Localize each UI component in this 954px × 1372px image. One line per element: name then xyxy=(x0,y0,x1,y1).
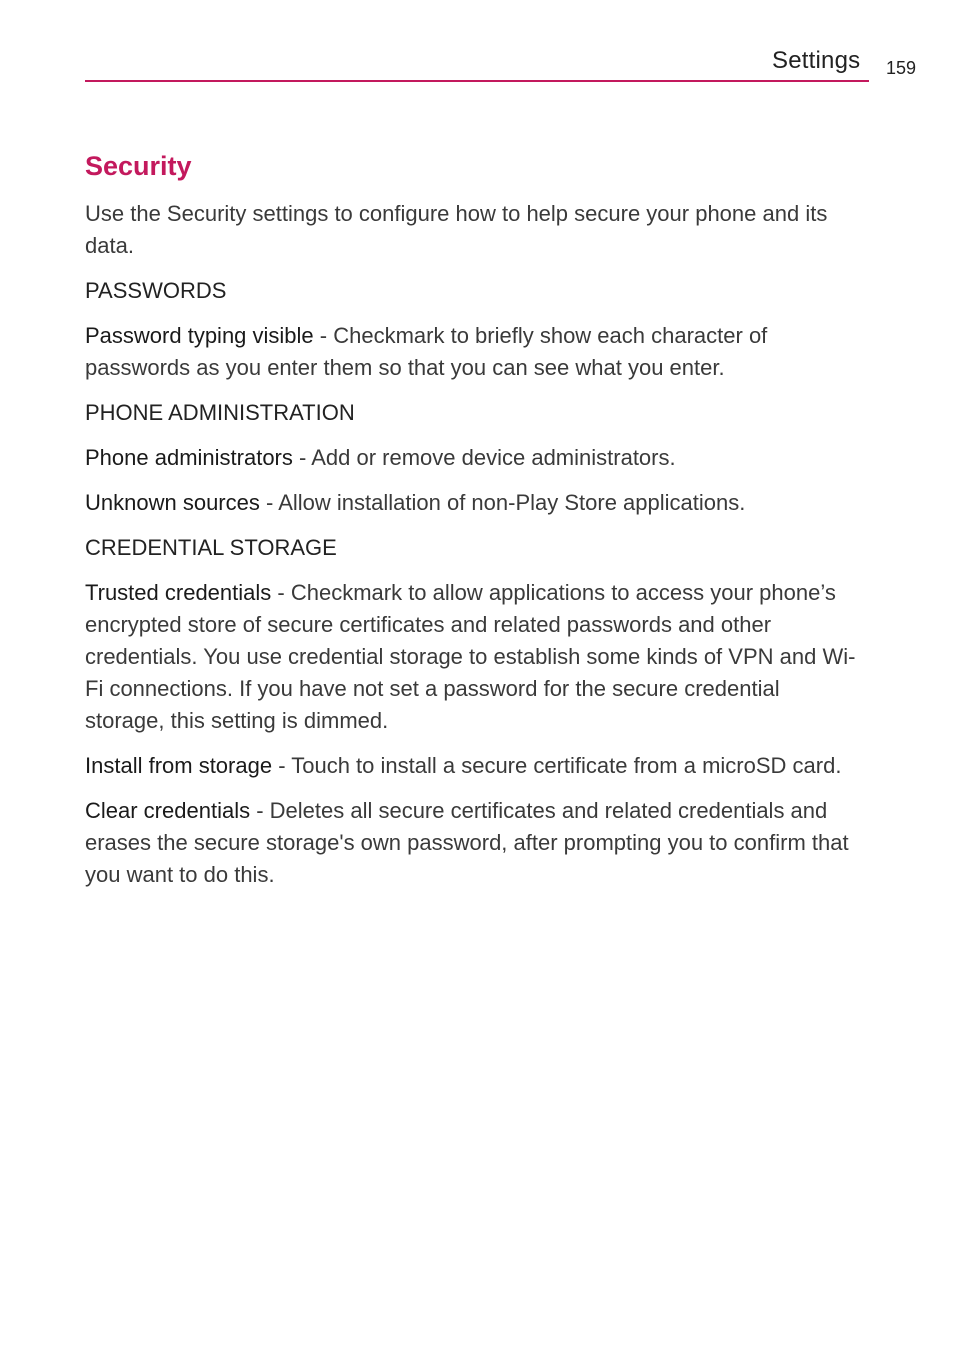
setting-text: - Deletes all secure certificates and related credentials and erases the secure storage's own password, after prompting you to confirm that you want to do this. xyxy=(85,798,849,887)
setting-description xyxy=(85,320,860,384)
setting-description xyxy=(85,750,860,782)
setting-term: Clear credentials xyxy=(85,798,251,823)
setting-text: - Checkmark to allow applications to access your phone’s encrypted store of secure certificates and related passwords and other credentials. You use credential storage to establish some kinds of VPN and Wi-Fi connections. If you have not set a password for the secure credential storage, this setting is dimmed. xyxy=(85,580,856,733)
setting-text: - Allow installation of non-Play Store applications. xyxy=(259,490,746,515)
setting-description xyxy=(85,442,860,474)
group-heading-phone-administration: PHONE ADMINISTRATION xyxy=(85,400,355,425)
setting-description xyxy=(85,795,860,891)
intro-paragraph: Use the Security settings to configure how to help secure your phone and its data. xyxy=(85,201,828,258)
setting-description xyxy=(85,577,860,737)
group-heading-credential-storage: CREDENTIAL STORAGE xyxy=(85,535,337,560)
header-section-title: Settings xyxy=(772,47,861,74)
section-title: Security xyxy=(85,151,192,181)
security-section xyxy=(85,148,860,904)
group-heading-passwords: PASSWORDS xyxy=(85,278,227,303)
page-number: 159 xyxy=(886,58,917,78)
setting-term: Install from storage xyxy=(85,753,273,778)
setting-term: Password typing visible xyxy=(85,323,314,348)
setting-term: Unknown sources xyxy=(85,490,260,515)
setting-text: - Touch to install a secure certificate from a microSD card. xyxy=(272,753,842,778)
setting-term: Phone administrators xyxy=(85,445,293,470)
setting-text: - Add or remove device administrators. xyxy=(292,445,676,470)
setting-term: Trusted credentials xyxy=(85,580,272,605)
setting-description xyxy=(85,487,860,519)
header-divider xyxy=(85,80,869,82)
setting-text: - Checkmark to briefly show each character of passwords as you enter them so that you can see what you enter. xyxy=(85,323,768,380)
